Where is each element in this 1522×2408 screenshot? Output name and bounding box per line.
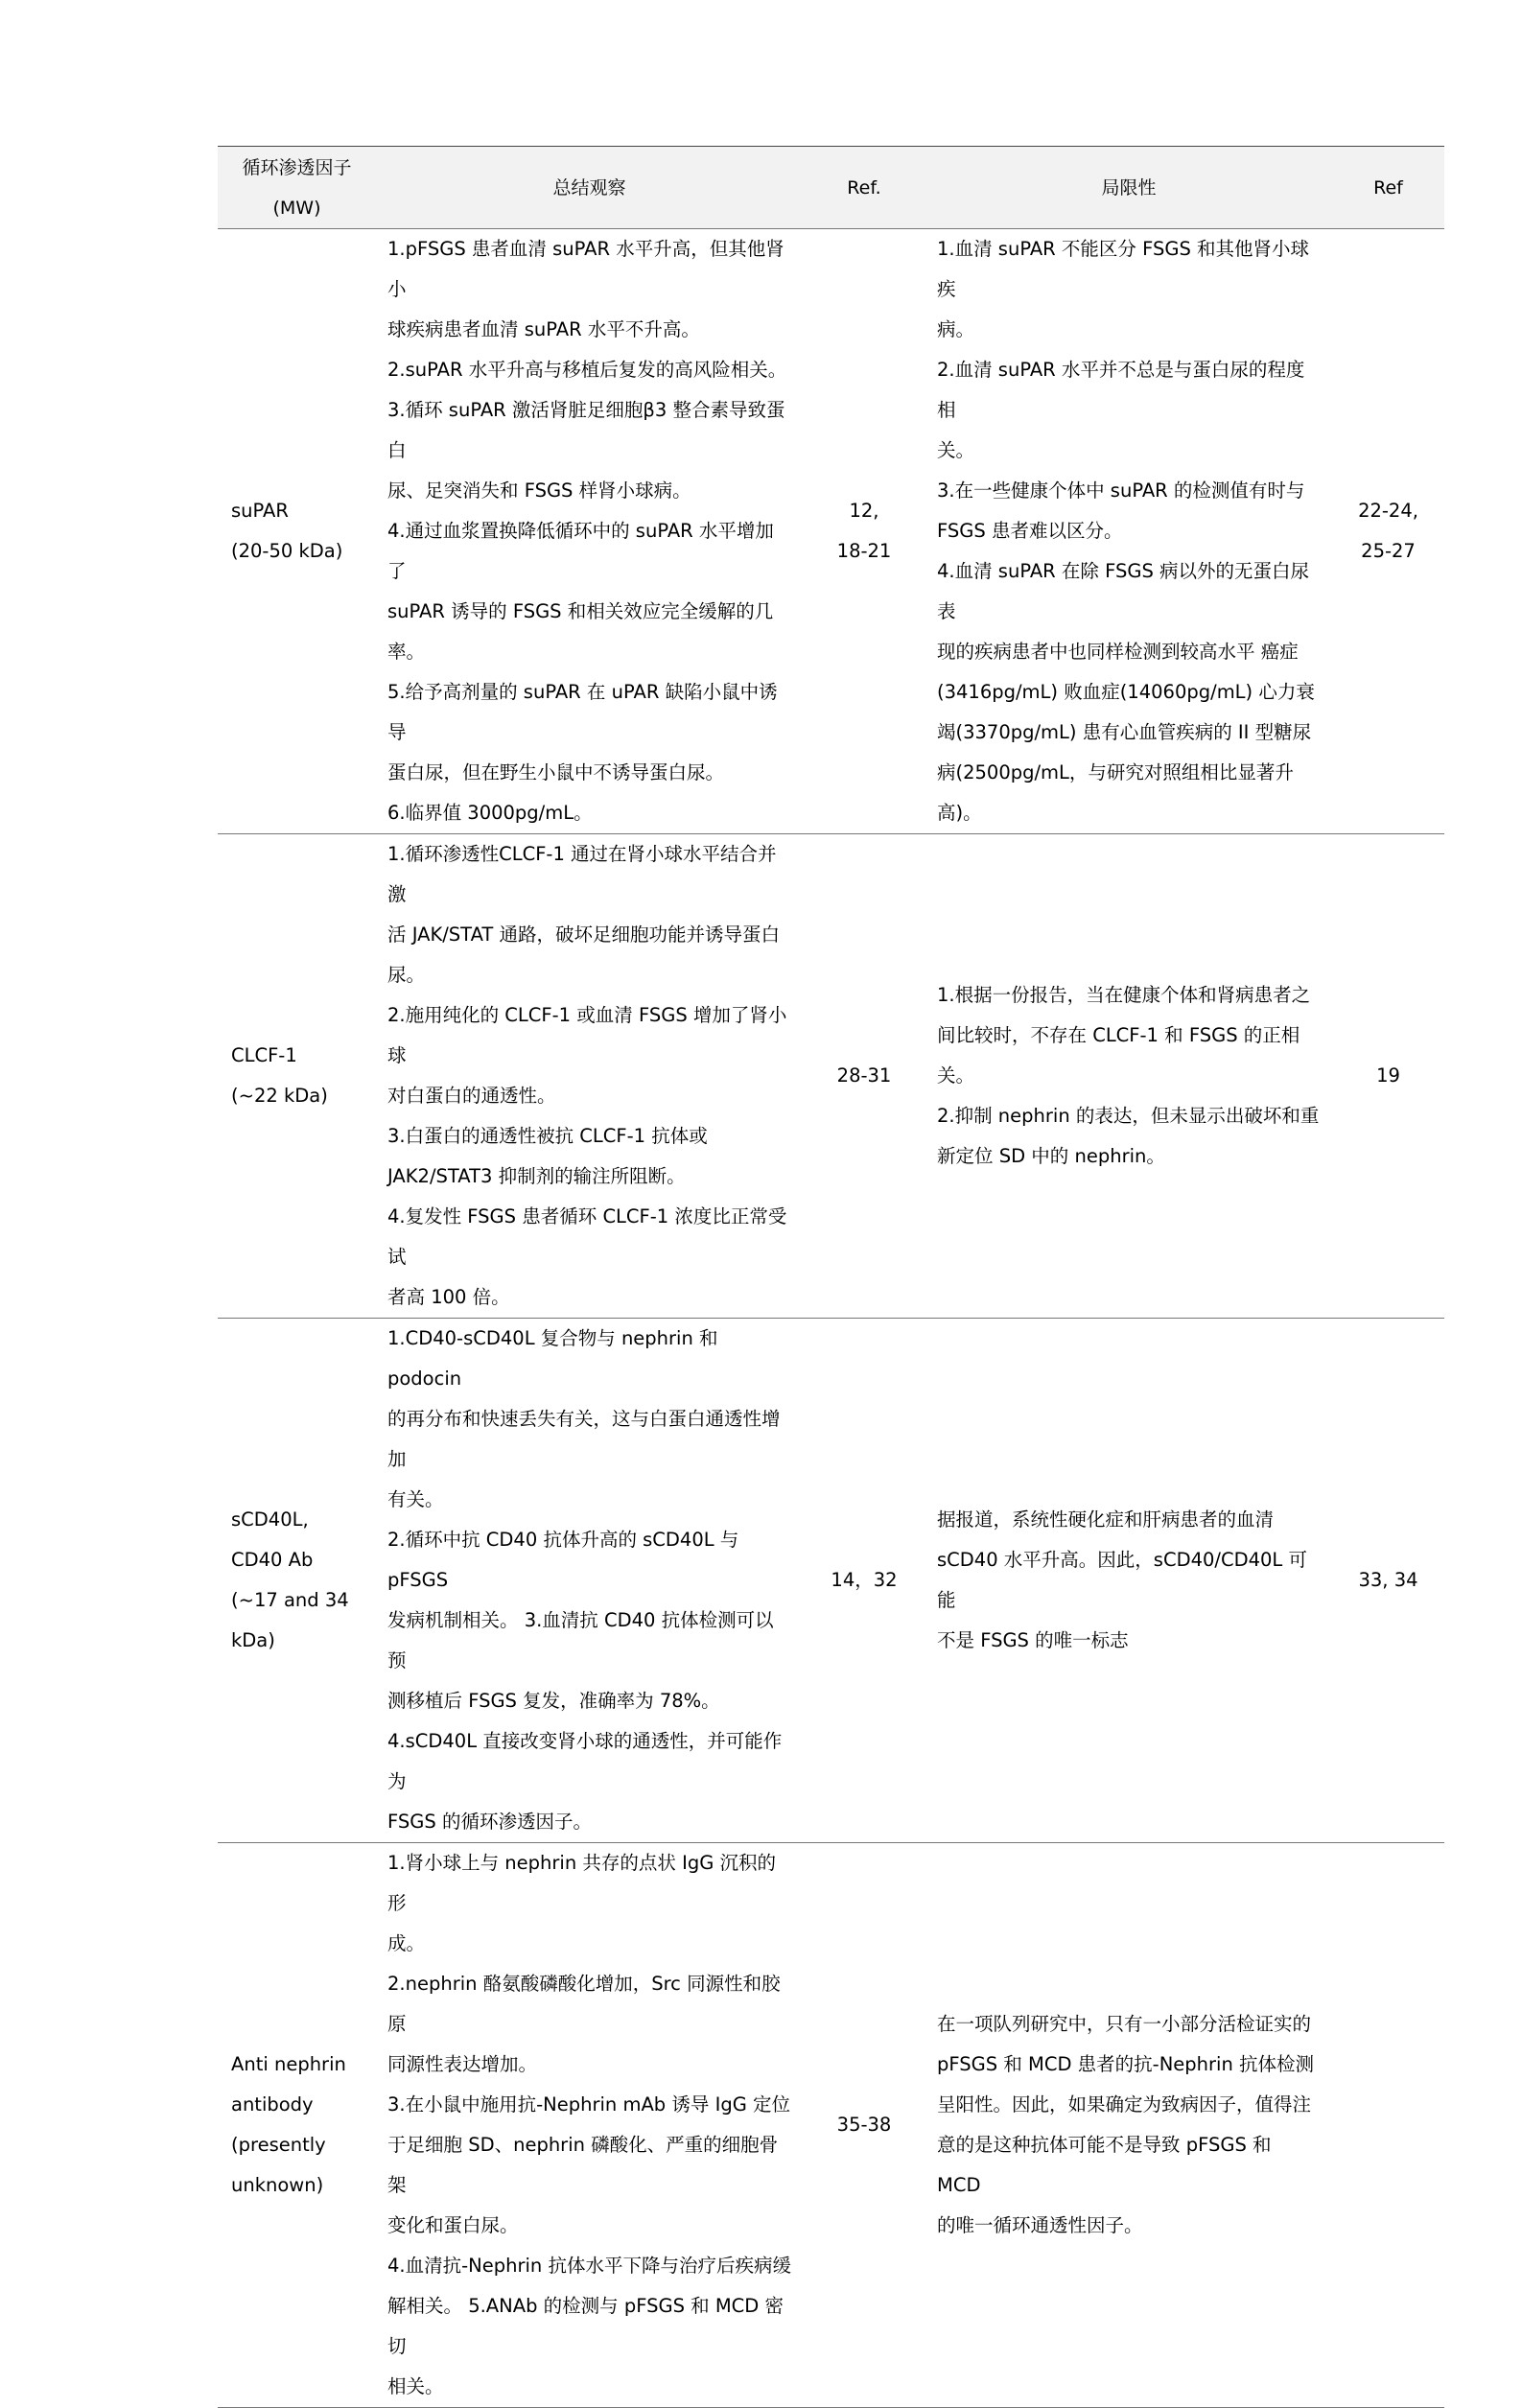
text-line: 新定位 SD 中的 nephrin。 bbox=[937, 1145, 1165, 1167]
text-line: 3.循环 suPAR 激活肾脏足细胞β3 整合素导致蛋白 bbox=[387, 399, 785, 461]
text-line: kDa) bbox=[231, 1629, 275, 1651]
header-ref: Ref. bbox=[803, 147, 925, 229]
text-line: FSGS 患者难以区分。 bbox=[937, 520, 1123, 542]
text-line: 的唯一循环通透性因子。 bbox=[937, 2214, 1143, 2236]
text-line: (20-50 kDa) bbox=[231, 540, 343, 562]
text-line: antibody bbox=[231, 2093, 314, 2116]
osmotic-factor-table bbox=[218, 146, 1444, 2408]
text-line: (~17 and 34 bbox=[231, 1589, 349, 1611]
text-line: 2.nephrin 酪氨酸磷酸化增加，Src 同源性和胶原 bbox=[387, 1973, 781, 2035]
observations-cell bbox=[376, 834, 803, 1319]
text-line: 同源性表达增加。 bbox=[387, 2053, 538, 2075]
text-line: 3.在小鼠中施用抗-Nephrin mAb 诱导 IgG 定位 bbox=[387, 2093, 791, 2116]
text-line: 19 bbox=[1376, 1064, 1400, 1087]
text-line: 间比较时，不存在 CLCF-1 和 FSGS 的正相关。 bbox=[937, 1024, 1300, 1087]
text-line: 6.临界值 3000pg/mL。 bbox=[387, 802, 593, 824]
text-line: (3416pg/mL) 败血症(14060pg/mL) 心力衰 bbox=[937, 681, 1315, 703]
text-line: 22-24, bbox=[1358, 500, 1418, 522]
ref-cell bbox=[803, 1843, 925, 2408]
text-line: 1.根据一份报告，当在健康个体和肾病患者之 bbox=[937, 984, 1311, 1006]
text-line: suPAR bbox=[231, 500, 289, 522]
ref2-cell bbox=[1332, 1843, 1444, 2408]
text-line: 竭(3370pg/mL) 患有心血管疾病的 II 型糖尿 bbox=[937, 721, 1312, 743]
text-line: 成。 bbox=[387, 1932, 426, 1954]
text-line: Anti nephrin bbox=[231, 2053, 346, 2075]
text-line: 28-31 bbox=[836, 1064, 892, 1087]
text-line: 解相关。 5.ANAb 的检测与 pFSGS 和 MCD 密切 bbox=[387, 2295, 784, 2357]
table-row bbox=[218, 834, 1444, 1319]
text-line: 蛋白尿，但在野生小鼠中不诱导蛋白尿。 bbox=[387, 761, 725, 783]
text-line: 在一项队列研究中，只有一小部分活检证实的 bbox=[937, 2013, 1312, 2035]
text-line: (MW) bbox=[272, 197, 321, 219]
text-line: 呈阳性。因此，如果确定为致病因子，值得注 bbox=[937, 2093, 1312, 2116]
text-line: 1.循环渗透性CLCF-1 通过在肾小球水平结合并激 bbox=[387, 843, 777, 905]
text-line: 意的是这种抗体可能不是导致 pFSGS 和 MCD bbox=[937, 2134, 1272, 2196]
limitations-cell bbox=[925, 1319, 1332, 1843]
observations-cell bbox=[376, 1319, 803, 1843]
text-line: 测移植后 FSGS 复发，准确率为 78%。 bbox=[387, 1690, 720, 1712]
text-line: 病(2500pg/mL，与研究对照组相比显著升高)。 bbox=[937, 761, 1294, 824]
table-header bbox=[218, 147, 1444, 229]
text-line: (presently bbox=[231, 2134, 326, 2156]
text-line: FSGS 的循环渗透因子。 bbox=[387, 1811, 592, 1833]
text-line: 球疾病患者血清 suPAR 水平不升高。 bbox=[387, 318, 700, 340]
text-line: 关。 bbox=[937, 439, 975, 461]
factor-cell bbox=[218, 229, 376, 834]
header-observations: 总结观察 bbox=[376, 147, 803, 229]
text-line: 病。 bbox=[937, 318, 975, 340]
text-line: CLCF-1 bbox=[231, 1044, 297, 1066]
text-line: sCD40 水平升高。因此，sCD40/CD40L 可能 bbox=[937, 1549, 1307, 1611]
text-line: 4.血清抗-Nephrin 抗体水平下降与治疗后疾病缓 bbox=[387, 2255, 791, 2277]
text-line: 4.血清 suPAR 在除 FSGS 病以外的无蛋白尿表 bbox=[937, 560, 1310, 622]
text-line: 5.给予高剂量的 suPAR 在 uPAR 缺陷小鼠中诱导 bbox=[387, 681, 778, 743]
text-line: 1.CD40-sCD40L 复合物与 nephrin 和 podocin bbox=[387, 1327, 718, 1390]
ref2-cell bbox=[1332, 834, 1444, 1319]
header-factor bbox=[218, 147, 376, 229]
text-line: 者高 100 倍。 bbox=[387, 1286, 510, 1308]
text-line: 12, bbox=[849, 500, 879, 522]
text-line: 的再分布和快速丢失有关，这与白蛋白通透性增加 bbox=[387, 1408, 781, 1470]
text-line: unknown) bbox=[231, 2174, 324, 2196]
table-body bbox=[218, 229, 1444, 2408]
text-line: 18-21 bbox=[836, 540, 892, 562]
text-line: 变化和蛋白尿。 bbox=[387, 2214, 519, 2236]
text-line: 3.在一些健康个体中 suPAR 的检测值有时与 bbox=[937, 479, 1305, 502]
text-line: 对白蛋白的通透性。 bbox=[387, 1085, 556, 1107]
text-line: 1.pFSGS 患者血清 suPAR 水平升高，但其他肾小 bbox=[387, 238, 784, 300]
ref2-cell bbox=[1332, 1319, 1444, 1843]
text-line: 4.sCD40L 直接改变肾小球的通透性，并可能作为 bbox=[387, 1730, 783, 1792]
text-line: 发病机制相关。 3.血清抗 CD40 抗体检测可以预 bbox=[387, 1609, 774, 1672]
text-line: 有关。 bbox=[387, 1488, 444, 1510]
text-line: 3.白蛋白的通透性被抗 CLCF-1 抗体或 bbox=[387, 1125, 708, 1147]
text-line: (~22 kDa) bbox=[231, 1085, 328, 1107]
text-line: 不是 FSGS 的唯一标志 bbox=[937, 1629, 1129, 1651]
text-line: 2.循环中抗 CD40 抗体升高的 sCD40L 与 pFSGS bbox=[387, 1529, 739, 1591]
observations-cell bbox=[376, 1843, 803, 2408]
text-line: 尿。 bbox=[387, 964, 426, 986]
header-row bbox=[218, 147, 1444, 229]
text-line: 4.通过血浆置换降低循环中的 suPAR 水平增加了 bbox=[387, 520, 774, 582]
table-row bbox=[218, 1319, 1444, 1843]
text-line: JAK2/STAT3 抑制剂的输注所阻断。 bbox=[387, 1165, 686, 1187]
text-line: 1.肾小球上与 nephrin 共存的点状 IgG 沉积的形 bbox=[387, 1852, 777, 1914]
table-row bbox=[218, 1843, 1444, 2408]
text-line: 活 JAK/STAT 通路，破坏足细胞功能并诱导蛋白 bbox=[387, 923, 781, 946]
ref2-cell bbox=[1332, 229, 1444, 834]
limitations-cell bbox=[925, 229, 1332, 834]
text-line: CD40 Ab bbox=[231, 1549, 314, 1571]
text-line: 现的疾病患者中也同样检测到较高水平 癌症 bbox=[937, 641, 1299, 663]
text-line: 35-38 bbox=[836, 2114, 892, 2136]
limitations-cell bbox=[925, 1843, 1332, 2408]
text-line: sCD40L, bbox=[231, 1508, 309, 1531]
text-line: 据报道，系统性硬化症和肝病患者的血清 bbox=[937, 1508, 1275, 1531]
text-line: 尿、足突消失和 FSGS 样肾小球病。 bbox=[387, 479, 691, 502]
text-line: 2.抑制 nephrin 的表达，但未显示出破坏和重 bbox=[937, 1105, 1320, 1127]
text-line: suPAR 诱导的 FSGS 和相关效应完全缓解的几率。 bbox=[387, 600, 774, 663]
text-line: 2.施用纯化的 CLCF-1 或血清 FSGS 增加了肾小球 bbox=[387, 1004, 787, 1066]
factor-cell bbox=[218, 1319, 376, 1843]
text-line: 2.血清 suPAR 水平并不总是与蛋白尿的程度相 bbox=[937, 359, 1305, 421]
text-line: 2.suPAR 水平升高与移植后复发的高风险相关。 bbox=[387, 359, 787, 381]
limitations-cell bbox=[925, 834, 1332, 1319]
factor-cell bbox=[218, 1843, 376, 2408]
ref-cell bbox=[803, 1319, 925, 1843]
header-ref2: Ref bbox=[1332, 147, 1444, 229]
header-limitations: 局限性 bbox=[925, 147, 1332, 229]
text-line: 1.血清 suPAR 不能区分 FSGS 和其他肾小球疾 bbox=[937, 238, 1310, 300]
observations-cell bbox=[376, 229, 803, 834]
text-line: 4.复发性 FSGS 患者循环 CLCF-1 浓度比正常受试 bbox=[387, 1205, 787, 1268]
ref-cell bbox=[803, 229, 925, 834]
text-line: pFSGS 和 MCD 患者的抗-Nephrin 抗体检测 bbox=[937, 2053, 1315, 2075]
text-line: 25-27 bbox=[1361, 540, 1416, 562]
text-line: 于足细胞 SD、nephrin 磷酸化、严重的细胞骨架 bbox=[387, 2134, 779, 2196]
text-line: 循环渗透因子 bbox=[242, 156, 352, 178]
text-line: 14，32 bbox=[831, 1569, 898, 1591]
text-line: 33, 34 bbox=[1358, 1569, 1418, 1591]
factor-cell bbox=[218, 834, 376, 1319]
ref-cell bbox=[803, 834, 925, 1319]
text-line: 相关。 bbox=[387, 2375, 444, 2397]
table-row bbox=[218, 229, 1444, 834]
